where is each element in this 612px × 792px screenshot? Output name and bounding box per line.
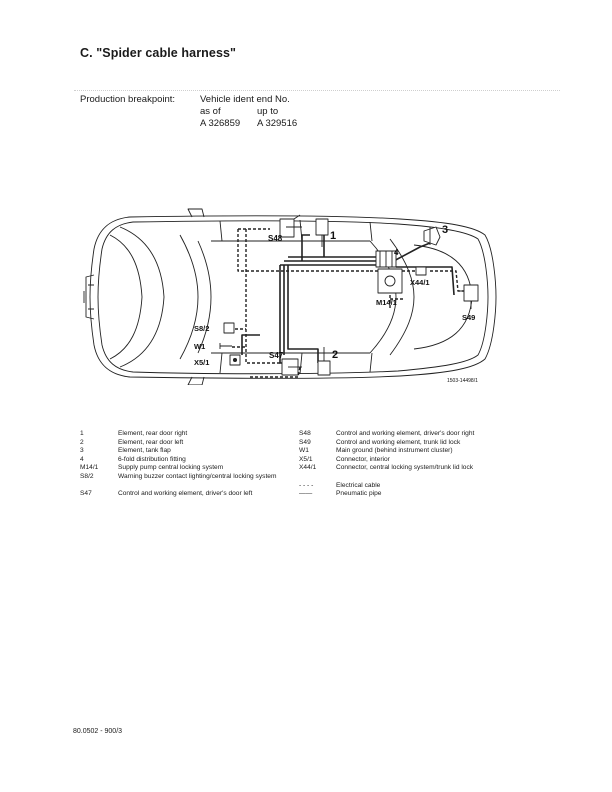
legend-desc: Electrical cable (336, 481, 381, 489)
legend-desc: Element, rear door right (118, 430, 188, 437)
component-w1 (220, 343, 232, 349)
label-3: 3 (442, 224, 449, 236)
legend-desc: 6-fold distribution fitting (118, 455, 186, 463)
legend-desc: Pneumatic pipe (336, 490, 382, 498)
label-m14-1: M14/1 (376, 298, 397, 307)
legend-desc: Connector, interior (336, 455, 390, 463)
document-code: 80.0502 - 900/3 (73, 728, 123, 735)
vehicle-wiring-diagram (70, 205, 510, 385)
legend-code: 3 (80, 447, 84, 455)
label-figure-ref: 1503-14498/1 (447, 378, 478, 384)
component-m14-1 (378, 269, 402, 293)
component-s48 (280, 215, 302, 237)
label-w1: W1 (194, 342, 206, 351)
divider (74, 90, 560, 91)
legend-desc: Control and working element, driver's door left (118, 490, 253, 498)
legend-code: W1 (299, 447, 309, 455)
up-to-value: A 329516 (257, 118, 298, 129)
production-breakpoint-label: Production breakpoint: (80, 94, 176, 105)
legend-desc: Element, rear door left (118, 438, 184, 446)
label-x5-1: X5/1 (194, 358, 210, 367)
label-1: 1 (330, 230, 337, 242)
component-1 (316, 219, 328, 247)
label-s49: S49 (462, 313, 476, 322)
legend-code: S8/2 (80, 473, 94, 480)
electrical-cables (230, 229, 466, 377)
legend-desc: Connector, central locking system/trunk lid lock (336, 464, 474, 472)
legend-code: S49 (299, 438, 311, 446)
legend-code: —— (299, 490, 313, 498)
legend-code: 2 (80, 438, 84, 446)
legend-code: M14/1 (80, 464, 99, 472)
legend-desc: Supply pump central locking system (118, 464, 224, 472)
label-s48: S48 (268, 234, 283, 243)
vehicle-ident-heading: Vehicle ident end No. (200, 94, 290, 105)
pneumatic-pipes (242, 235, 454, 363)
legend-code: S47 (80, 490, 92, 498)
legend-desc: Element, tank flap (118, 447, 171, 455)
component-s49 (458, 285, 478, 309)
legend-code: 4 (80, 455, 84, 463)
legend-desc: Control and working element, trunk lid lock (336, 438, 461, 446)
component-x44-1 (416, 267, 426, 275)
label-x44-1: X44/1 (410, 278, 430, 287)
legend-desc: Main ground (behind instrument cluster) (336, 447, 453, 455)
legend-code: X44/1 (299, 464, 317, 472)
legend-code: S48 (299, 430, 311, 437)
component-2 (318, 347, 330, 375)
as-of-label: as of (200, 106, 221, 117)
component-s8-2 (224, 323, 234, 333)
legend-desc: Warning buzzer contact lighting/central locking system (118, 473, 277, 480)
legend-desc: Control and working element, driver's door right (336, 430, 475, 437)
component-4-distribution (376, 251, 396, 267)
up-to-label: up to (257, 106, 279, 117)
component-3 (424, 227, 440, 245)
as-of-value: A 326859 (200, 118, 241, 129)
component-x5-1 (230, 355, 240, 365)
label-s47: S47 (269, 351, 284, 360)
label-s8-2: S8/2 (194, 324, 210, 333)
label-4: 4 (394, 248, 399, 257)
legend-code: X5/1 (299, 455, 313, 463)
label-2: 2 (332, 349, 339, 361)
section-title: C. "Spider cable harness" (80, 46, 237, 60)
legend-code: 1 (80, 430, 84, 437)
legend-code: - - - - (299, 481, 314, 489)
